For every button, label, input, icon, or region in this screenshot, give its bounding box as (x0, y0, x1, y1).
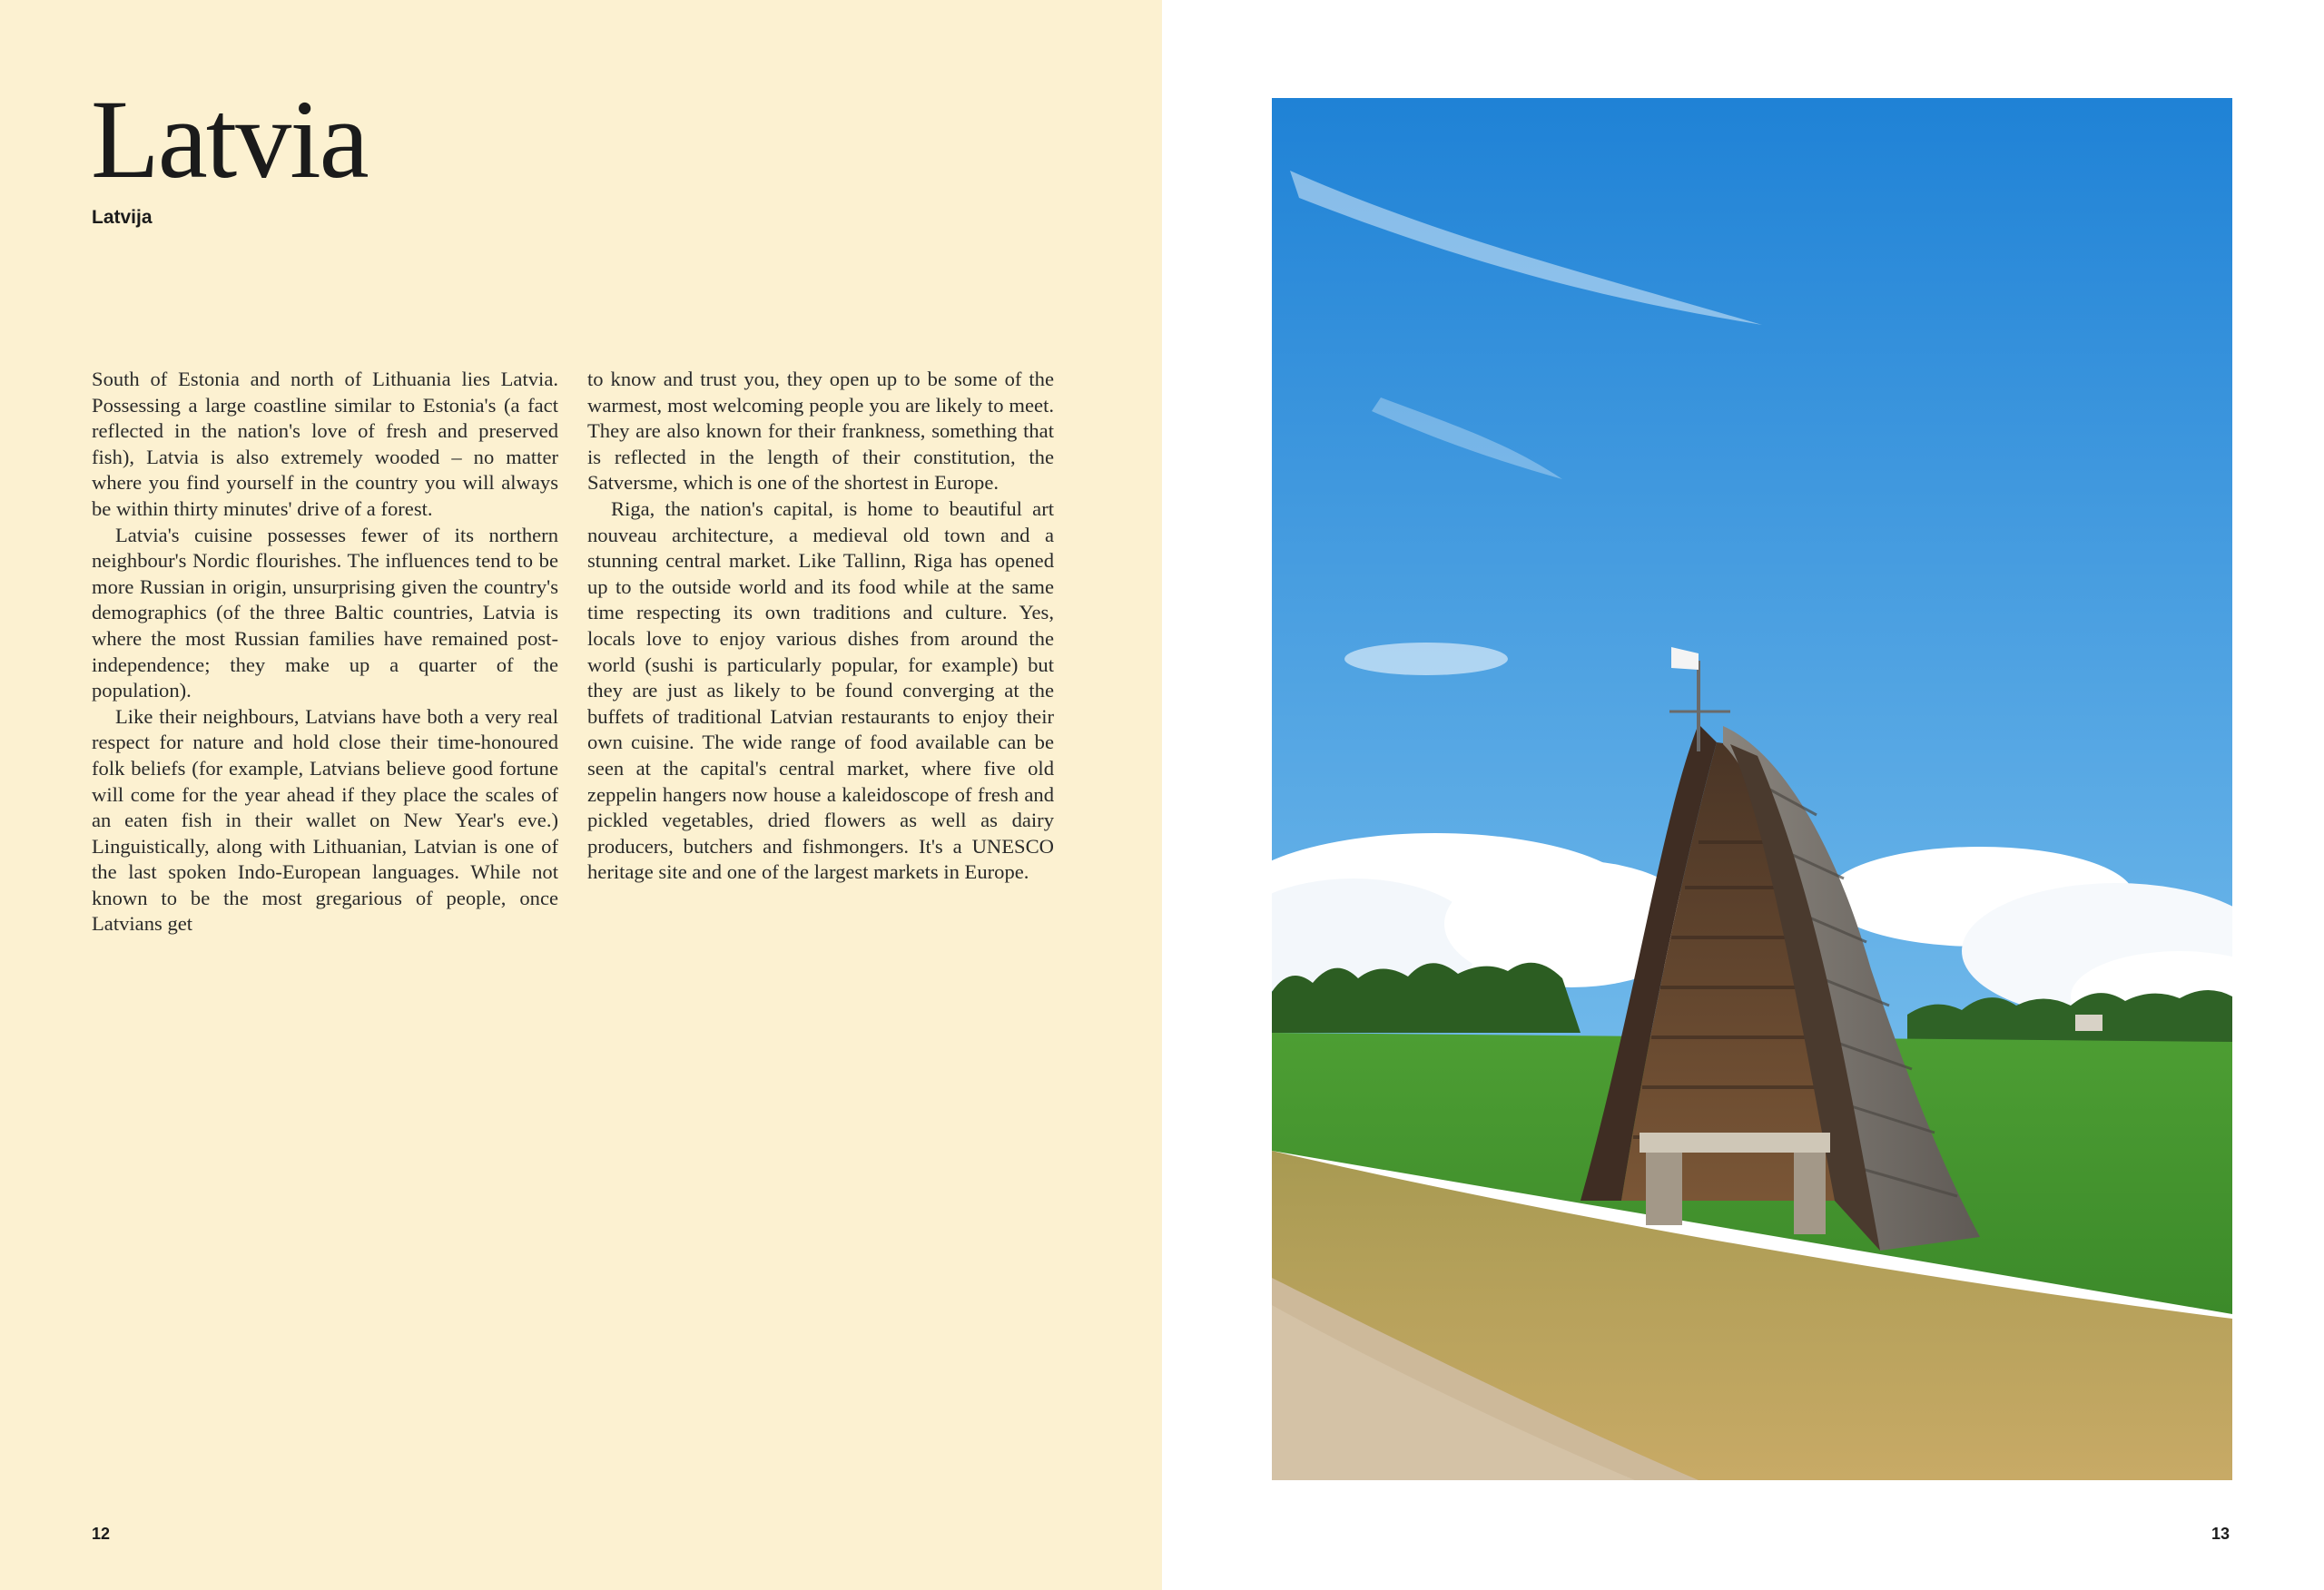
paragraph: Latvia's cuisine possesses fewer of its northern neighbour's Nordic flourishes. The influences tend to be more Russian in origin, unsurprising given the country's demographics (of the three Baltic countries, Latvia is where the most Russian families have remained post-independence; they make up a quarter of the population). (92, 523, 558, 702)
page-title: Latvia (91, 77, 368, 201)
text-column-1 (92, 367, 558, 937)
paragraph: Like their neighbours, Latvians have both a very real respect for nature and hold close their time-honoured folk beliefs (for example, Latvians believe good fortune will come for the year ahead if they place the scales of an eaten fish in their wallet on New Year's eve.) Linguistically, along with Lithuanian, Latvian is one of the last spoken Indo-European languages. While not known to be the most gregarious of people, once Latvians get (92, 704, 558, 936)
paragraph: to know and trust you, they open up to be some of the warmest, most welcoming people you are likely to meet. They are also known for their frankness, something that is reflected in the length of their constitution, the Satversme, which is one of the shortest in Europe. (587, 368, 1054, 495)
page-subtitle: Latvija (92, 207, 153, 228)
page-number-left: 12 (92, 1525, 111, 1543)
paragraph: South of Estonia and north of Lithuania lies Latvia. Possessing a large coastline similar to Estonia's (a fact reflected in the nation's love of fresh and preserved fish), Latvia is also extremely wooded – no matter where you find yourself in the country you will always be within thirty minutes' drive of a forest. (92, 368, 558, 520)
paragraph: Riga, the nation's capital, is home to beautiful art nouveau architecture, a medieval old town and a stunning central market. Like Tallinn, Riga has opened up to the outside world and its food while at the same time respecting its own traditions and culture. Yes, locals love to enjoy various dishes from around the world (sushi is particularly popular, for example) but they are just as likely to be found converging at the buffets of traditional Latvian restaurants to enjoy their own cuisine. The wide range of food available can be seen at the capital's central market, where five old zeppelin hangers now house a kaleidoscope of fresh and pickled vegetables, dried flowers as well as dairy producers, butchers and fishmongers. It's a UNESCO heritage site and one of the largest markets in Europe. (587, 496, 1054, 884)
page-number-right: 13 (2211, 1525, 2230, 1543)
photo-wooden-shelter (1272, 98, 2232, 1480)
text-column-2 (587, 367, 1054, 886)
